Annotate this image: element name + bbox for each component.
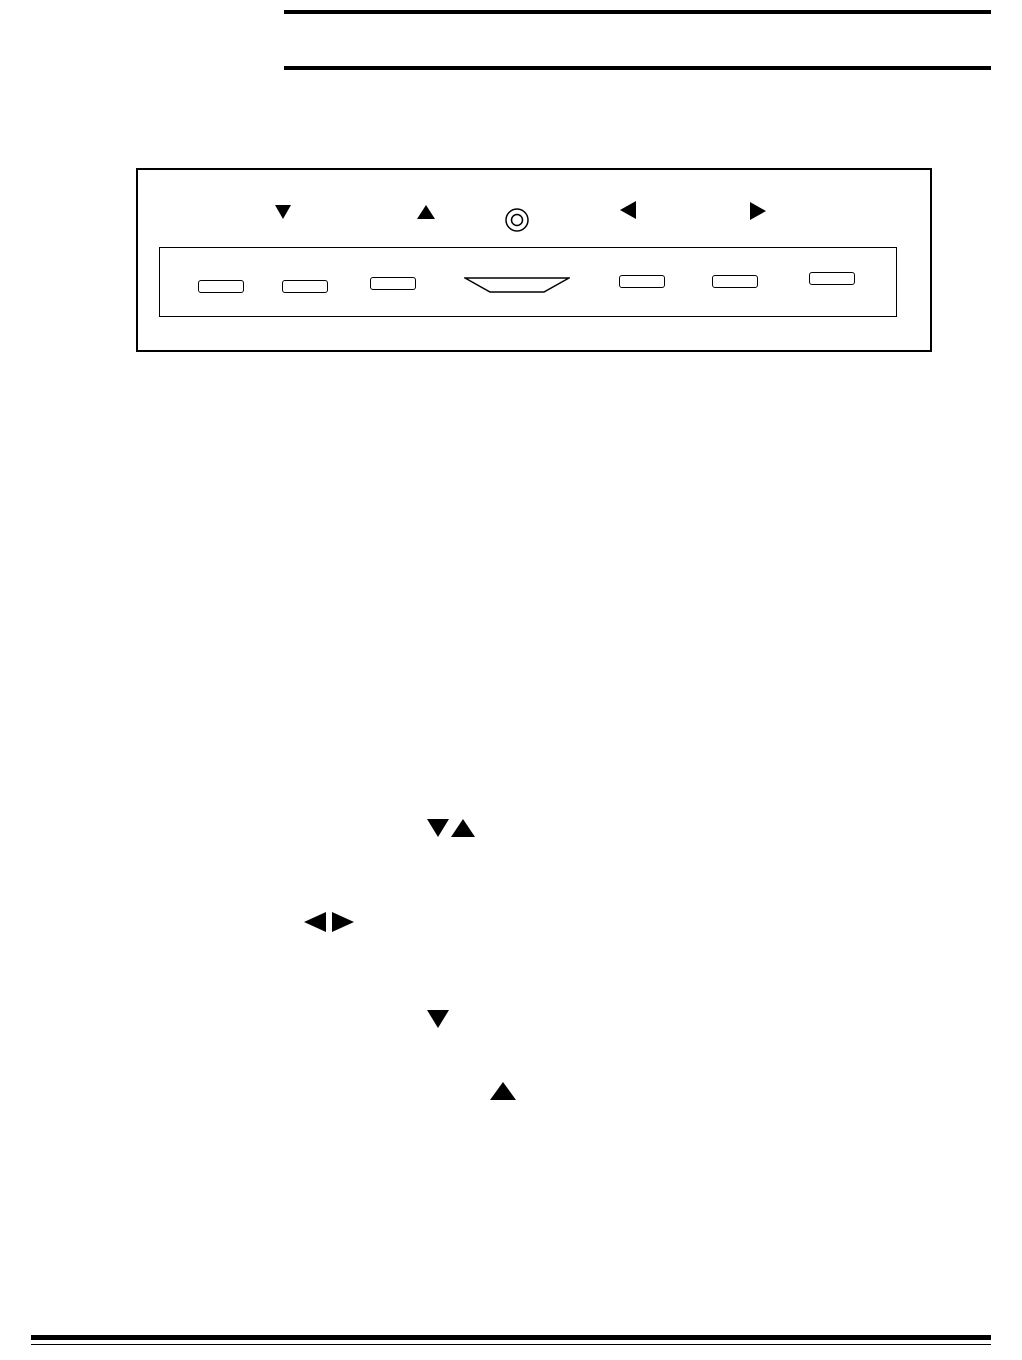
down-triangle-icon <box>274 204 292 220</box>
panel-button-3[interactable] <box>370 277 416 290</box>
right-triangle-icon <box>749 201 767 221</box>
panel-button-6[interactable] <box>809 272 855 285</box>
panel-button-5[interactable] <box>712 275 758 288</box>
up-triangle-icon <box>489 1080 517 1102</box>
left-right-triangles-icon <box>302 910 356 934</box>
up-triangle-icon <box>416 204 436 220</box>
panel-button-2[interactable] <box>282 280 328 293</box>
down-up-triangles-icon <box>426 817 476 839</box>
panel-button-4[interactable] <box>619 275 665 288</box>
center-slot-control[interactable] <box>464 276 570 294</box>
header-rule-top <box>284 10 991 14</box>
panel-button-1[interactable] <box>198 280 244 293</box>
enter-circle-icon <box>504 207 530 233</box>
left-triangle-icon <box>619 200 637 220</box>
footer-rule-thin <box>31 1344 991 1345</box>
down-triangle-icon <box>426 1008 450 1030</box>
footer-rule-thick <box>31 1335 991 1340</box>
header-rule-bottom <box>284 66 991 70</box>
